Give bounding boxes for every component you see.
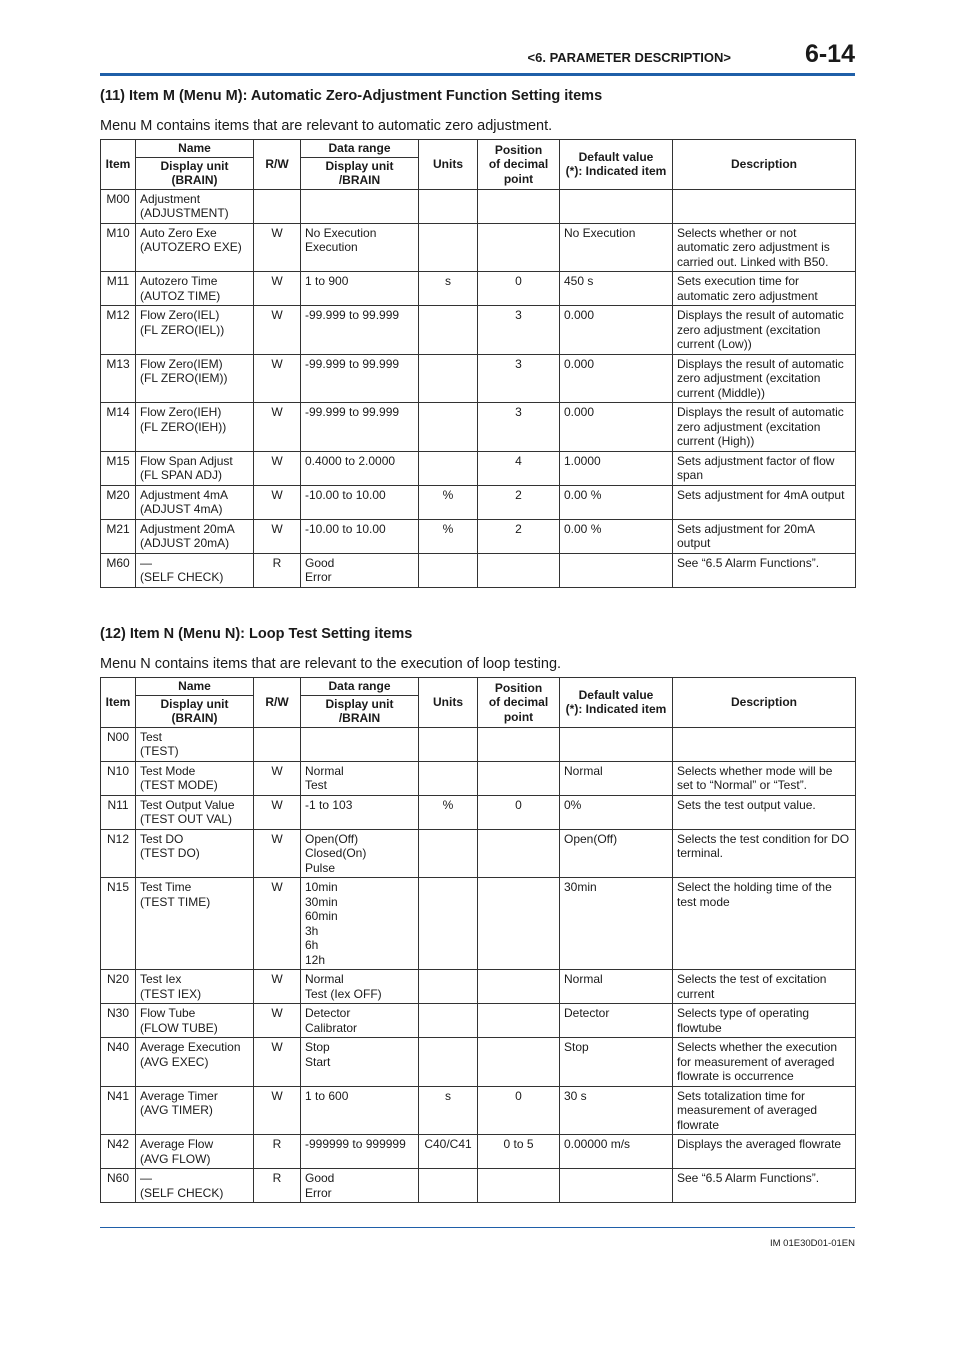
name-cell: Test Time (TEST TIME) bbox=[136, 878, 254, 970]
item-cell: M60 bbox=[101, 553, 136, 587]
parameter-table-menu-n bbox=[100, 677, 856, 1203]
units-cell: s bbox=[419, 272, 478, 306]
units-cell: C40/C41 bbox=[419, 1135, 478, 1169]
header-units: Units bbox=[419, 678, 478, 728]
name-cell: Flow Zero(IEL) (FL ZERO(IEL)) bbox=[136, 306, 254, 355]
rw-cell: W bbox=[254, 223, 301, 272]
rw-cell: W bbox=[254, 829, 301, 878]
document-number: IM 01E30D01-01EN bbox=[769, 1238, 855, 1249]
table-row bbox=[101, 451, 856, 485]
rw-cell: W bbox=[254, 761, 301, 795]
default-value-cell: No Execution bbox=[560, 223, 673, 272]
header-decimal-position: Position of decimal point bbox=[478, 140, 560, 190]
description-cell: Selects whether mode will be set to “Normal” or “Test”. bbox=[673, 761, 856, 795]
decimal-position-cell: 4 bbox=[478, 451, 560, 485]
units-cell bbox=[419, 761, 478, 795]
table-row bbox=[101, 553, 856, 587]
data-range-cell: 1 to 600 bbox=[301, 1086, 419, 1135]
description-cell: Displays the result of automatic zero adjustment (excitation current (High)) bbox=[673, 403, 856, 452]
description-cell: Selects whether or not automatic zero adjustment is carried out. Linked with B50. bbox=[673, 223, 856, 272]
header-display-unit-range: Display unit /BRAIN bbox=[301, 157, 419, 189]
rw-cell: R bbox=[254, 1135, 301, 1169]
rw-cell: W bbox=[254, 795, 301, 829]
decimal-position-cell: 0 bbox=[478, 272, 560, 306]
table-row bbox=[101, 829, 856, 878]
header-default-value: Default value (*): Indicated item bbox=[560, 678, 673, 728]
header-row bbox=[101, 678, 856, 696]
units-cell bbox=[419, 1004, 478, 1038]
item-cell: N30 bbox=[101, 1004, 136, 1038]
default-value-cell: 1.0000 bbox=[560, 451, 673, 485]
section-title-menu-m: (11) Item M (Menu M): Automatic Zero-Adjustment Function Setting items bbox=[100, 88, 603, 104]
item-cell: M14 bbox=[101, 403, 136, 452]
units-cell bbox=[419, 451, 478, 485]
decimal-position-cell: 0 to 5 bbox=[478, 1135, 560, 1169]
item-cell: N60 bbox=[101, 1169, 136, 1203]
item-cell: N00 bbox=[101, 727, 136, 761]
header-data-range: Data range bbox=[301, 678, 419, 696]
description-cell bbox=[673, 189, 856, 223]
decimal-position-cell bbox=[478, 878, 560, 970]
units-cell bbox=[419, 1038, 478, 1087]
data-range-cell: Detector Calibrator bbox=[301, 1004, 419, 1038]
units-cell bbox=[419, 403, 478, 452]
units-cell: % bbox=[419, 795, 478, 829]
data-range-cell: -99.999 to 99.999 bbox=[301, 354, 419, 403]
default-value-cell: Normal bbox=[560, 761, 673, 795]
item-cell: N12 bbox=[101, 829, 136, 878]
default-value-cell: 0.000 bbox=[560, 354, 673, 403]
default-value-cell: Detector bbox=[560, 1004, 673, 1038]
default-value-cell: 0.000 bbox=[560, 403, 673, 452]
name-cell: Test Mode (TEST MODE) bbox=[136, 761, 254, 795]
name-cell: Average Timer (AVG TIMER) bbox=[136, 1086, 254, 1135]
units-cell bbox=[419, 223, 478, 272]
default-value-cell: 30 s bbox=[560, 1086, 673, 1135]
data-range-cell: 10min 30min 60min 3h 6h 12h bbox=[301, 878, 419, 970]
item-cell: N40 bbox=[101, 1038, 136, 1087]
decimal-position-cell bbox=[478, 1004, 560, 1038]
data-range-cell: -99.999 to 99.999 bbox=[301, 403, 419, 452]
data-range-cell: Good Error bbox=[301, 1169, 419, 1203]
units-cell bbox=[419, 829, 478, 878]
units-cell bbox=[419, 1169, 478, 1203]
decimal-position-cell bbox=[478, 727, 560, 761]
decimal-position-cell: 0 bbox=[478, 795, 560, 829]
name-cell: Auto Zero Exe (AUTOZERO EXE) bbox=[136, 223, 254, 272]
header-display-unit-brain: Display unit (BRAIN) bbox=[136, 695, 254, 727]
default-value-cell bbox=[560, 553, 673, 587]
name-cell: Average Execution (AVG EXEC) bbox=[136, 1038, 254, 1087]
header-description: Description bbox=[673, 140, 856, 190]
units-cell: % bbox=[419, 485, 478, 519]
table-row bbox=[101, 1038, 856, 1087]
decimal-position-cell bbox=[478, 761, 560, 795]
units-cell: s bbox=[419, 1086, 478, 1135]
item-cell: N41 bbox=[101, 1086, 136, 1135]
default-value-cell bbox=[560, 1169, 673, 1203]
default-value-cell: 0.00 % bbox=[560, 485, 673, 519]
item-cell: M12 bbox=[101, 306, 136, 355]
table-row bbox=[101, 795, 856, 829]
header-rw: R/W bbox=[254, 678, 301, 728]
decimal-position-cell bbox=[478, 223, 560, 272]
header-item: Item bbox=[101, 678, 136, 728]
page-number: 6-14 bbox=[804, 40, 855, 68]
item-cell: N11 bbox=[101, 795, 136, 829]
decimal-position-cell: 2 bbox=[478, 485, 560, 519]
units-cell bbox=[419, 970, 478, 1004]
decimal-position-cell: 2 bbox=[478, 519, 560, 553]
default-value-cell: 0.00000 m/s bbox=[560, 1135, 673, 1169]
name-cell: Test Iex (TEST IEX) bbox=[136, 970, 254, 1004]
table-row bbox=[101, 306, 856, 355]
name-cell: Adjustment 20mA (ADJUST 20mA) bbox=[136, 519, 254, 553]
rw-cell: W bbox=[254, 354, 301, 403]
header-description: Description bbox=[673, 678, 856, 728]
rw-cell: W bbox=[254, 519, 301, 553]
data-range-cell: Good Error bbox=[301, 553, 419, 587]
units-cell bbox=[419, 553, 478, 587]
default-value-cell bbox=[560, 189, 673, 223]
description-cell: Sets adjustment factor of flow span bbox=[673, 451, 856, 485]
table-row bbox=[101, 727, 856, 761]
name-cell: Flow Zero(IEH) (FL ZERO(IEH)) bbox=[136, 403, 254, 452]
data-range-cell: Open(Off) Closed(On) Pulse bbox=[301, 829, 419, 878]
data-range-cell bbox=[301, 727, 419, 761]
section-intro-menu-m: Menu M contains items that are relevant to automatic zero adjustment. bbox=[100, 118, 553, 134]
name-cell: Flow Span Adjust (FL SPAN ADJ) bbox=[136, 451, 254, 485]
header-name: Name bbox=[136, 678, 254, 696]
description-cell: Select the holding time of the test mode bbox=[673, 878, 856, 970]
name-cell: Flow Tube (FLOW TUBE) bbox=[136, 1004, 254, 1038]
default-value-cell bbox=[560, 727, 673, 761]
rw-cell: R bbox=[254, 553, 301, 587]
rw-cell: W bbox=[254, 1086, 301, 1135]
rw-cell: W bbox=[254, 1038, 301, 1087]
header-row bbox=[101, 140, 856, 158]
rw-cell: R bbox=[254, 1169, 301, 1203]
data-range-cell: 0.4000 to 2.0000 bbox=[301, 451, 419, 485]
decimal-position-cell bbox=[478, 970, 560, 1004]
page-header bbox=[100, 40, 855, 76]
chapter-title: <6. PARAMETER DESCRIPTION> bbox=[527, 50, 731, 65]
description-cell: Sets the test output value. bbox=[673, 795, 856, 829]
item-cell: N42 bbox=[101, 1135, 136, 1169]
item-cell: M20 bbox=[101, 485, 136, 519]
header-default-value: Default value (*): Indicated item bbox=[560, 140, 673, 190]
decimal-position-cell bbox=[478, 189, 560, 223]
name-cell: Adjustment 4mA (ADJUST 4mA) bbox=[136, 485, 254, 519]
header-units: Units bbox=[419, 140, 478, 190]
description-cell: Selects the test of excitation current bbox=[673, 970, 856, 1004]
units-cell: % bbox=[419, 519, 478, 553]
table-row bbox=[101, 970, 856, 1004]
description-cell: Sets adjustment for 4mA output bbox=[673, 485, 856, 519]
description-cell: Displays the result of automatic zero adjustment (excitation current (Middle)) bbox=[673, 354, 856, 403]
description-cell: See “6.5 Alarm Functions”. bbox=[673, 553, 856, 587]
default-value-cell: 30min bbox=[560, 878, 673, 970]
data-range-cell: -10.00 to 10.00 bbox=[301, 519, 419, 553]
default-value-cell: Open(Off) bbox=[560, 829, 673, 878]
default-value-cell: 450 s bbox=[560, 272, 673, 306]
parameter-table-menu-m bbox=[100, 139, 856, 588]
name-cell: — (SELF CHECK) bbox=[136, 1169, 254, 1203]
header-data-range: Data range bbox=[301, 140, 419, 158]
header-display-unit-brain: Display unit (BRAIN) bbox=[136, 157, 254, 189]
rw-cell: W bbox=[254, 485, 301, 519]
item-cell: N15 bbox=[101, 878, 136, 970]
decimal-position-cell bbox=[478, 553, 560, 587]
table-row bbox=[101, 878, 856, 970]
rw-cell: W bbox=[254, 878, 301, 970]
header-display-unit-range: Display unit /BRAIN bbox=[301, 695, 419, 727]
table-row bbox=[101, 761, 856, 795]
table-row bbox=[101, 1169, 856, 1203]
table-row bbox=[101, 485, 856, 519]
header-rule bbox=[100, 73, 855, 76]
description-cell: Selects the test condition for DO terminal. bbox=[673, 829, 856, 878]
rw-cell: W bbox=[254, 451, 301, 485]
decimal-position-cell: 3 bbox=[478, 306, 560, 355]
description-cell: Sets execution time for automatic zero adjustment bbox=[673, 272, 856, 306]
rw-cell bbox=[254, 727, 301, 761]
description-cell: Sets adjustment for 20mA output bbox=[673, 519, 856, 553]
item-cell: M10 bbox=[101, 223, 136, 272]
description-cell bbox=[673, 727, 856, 761]
rw-cell: W bbox=[254, 1004, 301, 1038]
page-footer bbox=[100, 1227, 855, 1249]
default-value-cell: Stop bbox=[560, 1038, 673, 1087]
decimal-position-cell bbox=[478, 1169, 560, 1203]
data-range-cell: -999999 to 999999 bbox=[301, 1135, 419, 1169]
default-value-cell: Normal bbox=[560, 970, 673, 1004]
units-cell bbox=[419, 306, 478, 355]
units-cell bbox=[419, 878, 478, 970]
description-cell: Sets totalization time for measurement of averaged flowrate bbox=[673, 1086, 856, 1135]
default-value-cell: 0% bbox=[560, 795, 673, 829]
item-cell: N20 bbox=[101, 970, 136, 1004]
name-cell: Autozero Time (AUTOZ TIME) bbox=[136, 272, 254, 306]
data-range-cell: 1 to 900 bbox=[301, 272, 419, 306]
data-range-cell: -10.00 to 10.00 bbox=[301, 485, 419, 519]
decimal-position-cell: 3 bbox=[478, 403, 560, 452]
name-cell: Average Flow (AVG FLOW) bbox=[136, 1135, 254, 1169]
rw-cell: W bbox=[254, 306, 301, 355]
description-cell: Selects type of operating flowtube bbox=[673, 1004, 856, 1038]
name-cell: Adjustment (ADJUSTMENT) bbox=[136, 189, 254, 223]
description-cell: Selects whether the execution for measurement of averaged flowrate is occurrence bbox=[673, 1038, 856, 1087]
table-row bbox=[101, 272, 856, 306]
header-decimal-position: Position of decimal point bbox=[478, 678, 560, 728]
data-range-cell: -1 to 103 bbox=[301, 795, 419, 829]
rw-cell bbox=[254, 189, 301, 223]
data-range-cell: Normal Test bbox=[301, 761, 419, 795]
units-cell bbox=[419, 354, 478, 403]
units-cell bbox=[419, 727, 478, 761]
table-row bbox=[101, 223, 856, 272]
data-range-cell: -99.999 to 99.999 bbox=[301, 306, 419, 355]
table-row bbox=[101, 519, 856, 553]
header-item: Item bbox=[101, 140, 136, 190]
table-row bbox=[101, 403, 856, 452]
item-cell: M13 bbox=[101, 354, 136, 403]
table-row bbox=[101, 189, 856, 223]
table-row bbox=[101, 1135, 856, 1169]
rw-cell: W bbox=[254, 272, 301, 306]
item-cell: M21 bbox=[101, 519, 136, 553]
item-cell: M11 bbox=[101, 272, 136, 306]
name-cell: Test DO (TEST DO) bbox=[136, 829, 254, 878]
rw-cell: W bbox=[254, 403, 301, 452]
default-value-cell: 0.000 bbox=[560, 306, 673, 355]
name-cell: — (SELF CHECK) bbox=[136, 553, 254, 587]
table-row bbox=[101, 354, 856, 403]
description-cell: Displays the result of automatic zero adjustment (excitation current (Low)) bbox=[673, 306, 856, 355]
decimal-position-cell: 0 bbox=[478, 1086, 560, 1135]
footer-rule bbox=[100, 1227, 855, 1228]
default-value-cell: 0.00 % bbox=[560, 519, 673, 553]
decimal-position-cell bbox=[478, 1038, 560, 1087]
decimal-position-cell: 3 bbox=[478, 354, 560, 403]
table-row bbox=[101, 1004, 856, 1038]
section-title-menu-n: (12) Item N (Menu N): Loop Test Setting items bbox=[100, 626, 413, 642]
description-cell: Displays the averaged flowrate bbox=[673, 1135, 856, 1169]
name-cell: Test (TEST) bbox=[136, 727, 254, 761]
item-cell: M15 bbox=[101, 451, 136, 485]
item-cell: M00 bbox=[101, 189, 136, 223]
units-cell bbox=[419, 189, 478, 223]
data-range-cell: Normal Test (Iex OFF) bbox=[301, 970, 419, 1004]
section-intro-menu-n: Menu N contains items that are relevant to the execution of loop testing. bbox=[100, 656, 562, 672]
item-cell: N10 bbox=[101, 761, 136, 795]
data-range-cell bbox=[301, 189, 419, 223]
data-range-cell: Stop Start bbox=[301, 1038, 419, 1087]
description-cell: See “6.5 Alarm Functions”. bbox=[673, 1169, 856, 1203]
header-rw: R/W bbox=[254, 140, 301, 190]
table-row bbox=[101, 1086, 856, 1135]
header-name: Name bbox=[136, 140, 254, 158]
name-cell: Flow Zero(IEM) (FL ZERO(IEM)) bbox=[136, 354, 254, 403]
data-range-cell: No Execution Execution bbox=[301, 223, 419, 272]
rw-cell: W bbox=[254, 970, 301, 1004]
name-cell: Test Output Value (TEST OUT VAL) bbox=[136, 795, 254, 829]
decimal-position-cell bbox=[478, 829, 560, 878]
